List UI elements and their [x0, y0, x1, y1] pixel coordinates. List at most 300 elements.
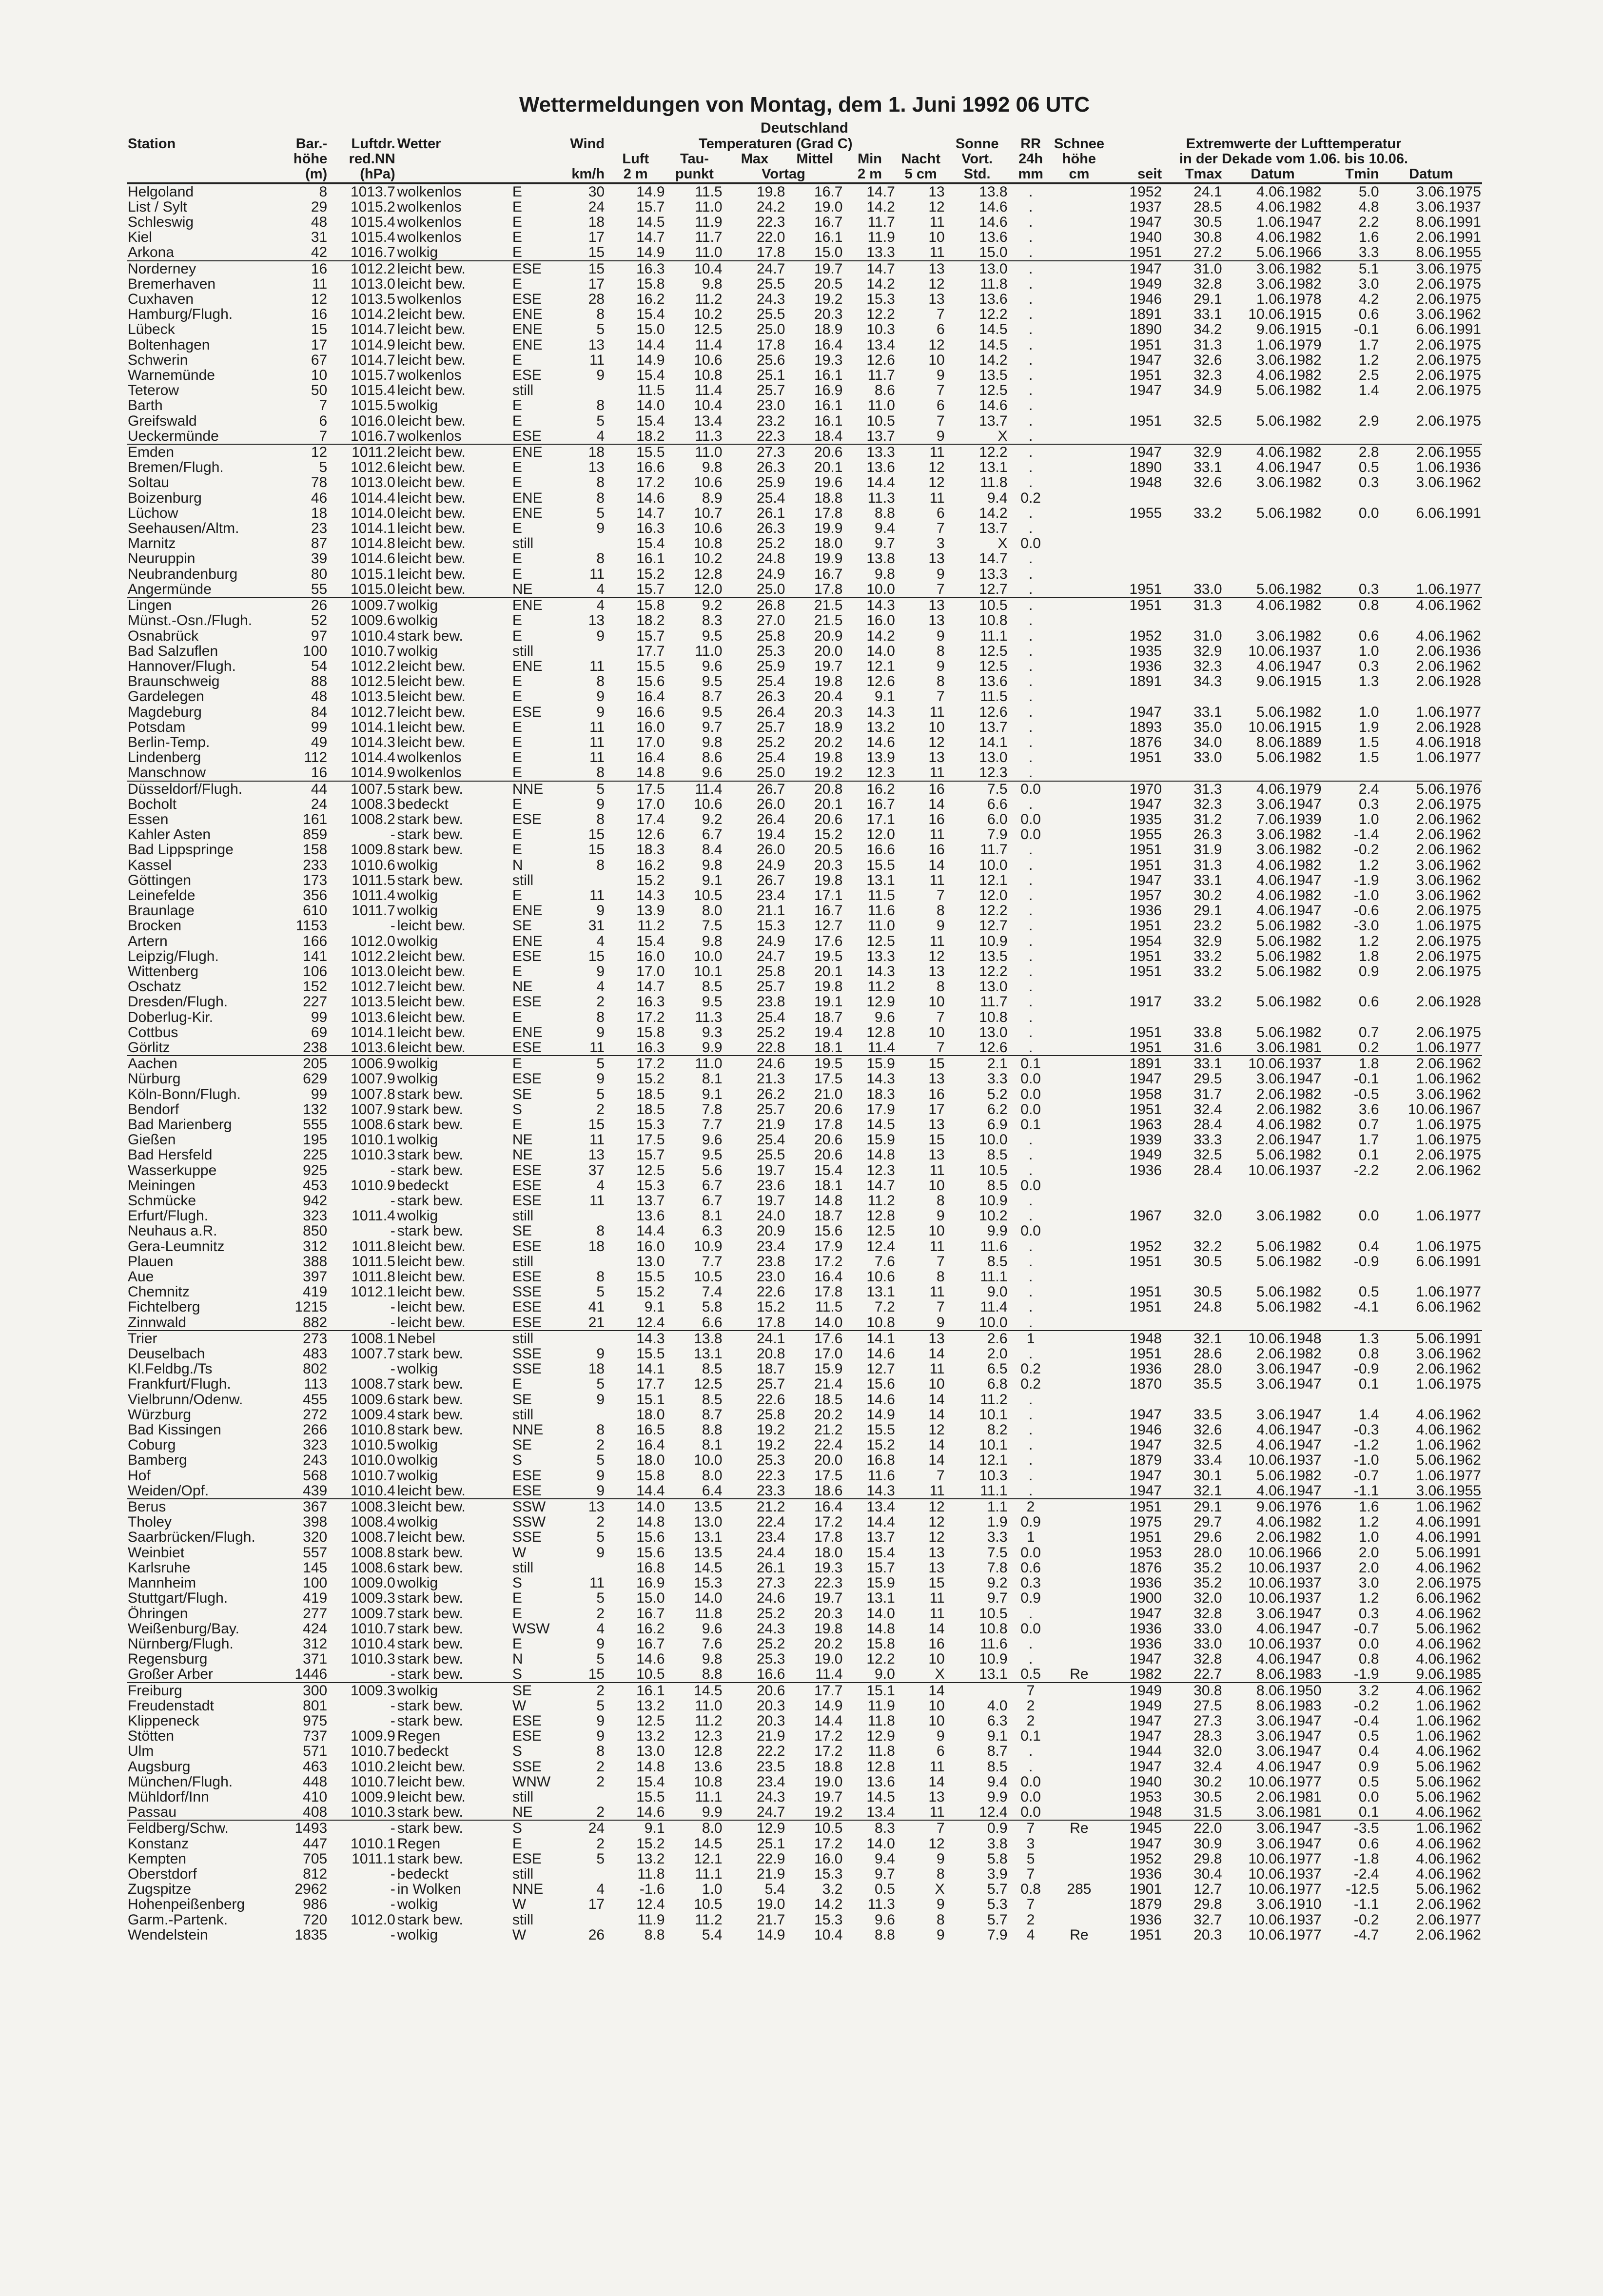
cell-temp-night: X — [935, 1882, 945, 1897]
station-row — [127, 1102, 1482, 1117]
cell-temp-air: 18.5 — [636, 1086, 665, 1102]
station-row — [127, 199, 1482, 215]
cell-snow — [1053, 750, 1105, 765]
cell-tmax-date: 10.06.1937 — [1223, 1056, 1323, 1071]
cell-tmin: 0.7 — [1358, 1024, 1379, 1040]
cell-tmin-date: 1.06.1977 — [1416, 1284, 1481, 1300]
cell-sunshine: 13.7 — [979, 413, 1008, 429]
cell-dewpoint: 10.6 — [694, 475, 723, 491]
cell-temp-air: 14.7 — [636, 505, 665, 521]
cell-wind-speed: 8 — [596, 551, 605, 567]
cell-precip: . — [1028, 765, 1033, 781]
cell-dewpoint: 9.5 — [702, 1147, 723, 1163]
cell-weather: leicht bew. — [397, 581, 466, 597]
station-row — [127, 1530, 1482, 1545]
cell-dewpoint: 6.7 — [702, 1177, 723, 1194]
cell-bar-height: 166 — [303, 933, 328, 949]
cell-temp-mean: 20.6 — [814, 1101, 843, 1117]
cell-weather: stark bew. — [397, 1590, 463, 1606]
cell-temp-air: 15.4 — [636, 368, 665, 383]
cell-precip: . — [1028, 750, 1033, 765]
cell-temp-min: 14.0 — [866, 1606, 895, 1621]
cell-wind-dir: E — [512, 887, 522, 903]
cell-sunshine: 12.2 — [979, 903, 1008, 919]
cell-pressure: 1013.0 — [351, 963, 395, 980]
cell-dewpoint: 6.4 — [702, 1483, 723, 1499]
cell-wind-speed — [561, 1331, 606, 1346]
cell-tmax-date — [1223, 567, 1323, 582]
cell-tmax-date — [1223, 765, 1323, 781]
cell-station: Garm.-Partenk. — [128, 1912, 228, 1927]
cell-tmin: 1.7 — [1358, 337, 1379, 353]
cell-pressure: - — [390, 827, 395, 843]
cell-tmax: 24.8 — [1193, 1299, 1222, 1315]
cell-pressure: 1014.9 — [351, 765, 395, 781]
cell-temp-min: 13.4 — [866, 1805, 895, 1821]
cell-dewpoint: 14.5 — [694, 1836, 723, 1851]
cell-temp-max: 25.8 — [756, 1407, 785, 1423]
cell-temp-night: 9 — [937, 1315, 945, 1331]
cell-wind-dir: E — [512, 398, 522, 413]
cell-wind-speed: 9 — [596, 704, 605, 720]
cell-dewpoint: 8.1 — [702, 1437, 723, 1453]
cell-precip: 2 — [1026, 1698, 1035, 1713]
cell-sunshine: 11.7 — [980, 842, 1008, 858]
station-row — [127, 1606, 1482, 1621]
cell-bar-height: 113 — [304, 1376, 328, 1392]
cell-temp-max: 25.5 — [756, 1147, 785, 1163]
cell-wind-speed — [561, 383, 606, 398]
cell-wind-dir: E — [512, 1636, 522, 1652]
cell-tmax: 32.5 — [1193, 413, 1222, 429]
cell-precip: . — [1028, 948, 1033, 964]
cell-wind-speed: 18 — [561, 444, 606, 460]
cell-temp-min: 11.2 — [867, 979, 895, 995]
cell-station: Göttingen — [128, 872, 192, 888]
cell-precip: . — [1009, 261, 1053, 276]
cell-bar-height: 424 — [303, 1621, 328, 1636]
cell-temp-night: 11 — [929, 1759, 945, 1774]
cell-tmax-date: 5.06.1982 — [1256, 1299, 1322, 1315]
cell-station: Boltenhagen — [128, 337, 210, 353]
cell-temp-min: 9.0 — [875, 1667, 895, 1683]
cell-wind-speed: 8 — [596, 1009, 605, 1025]
station-row — [127, 858, 1482, 873]
cell-tmin: -0.6 — [1353, 903, 1379, 919]
station-row — [127, 873, 1482, 888]
station-row — [127, 1299, 1482, 1315]
cell-temp-min: 16.0 — [866, 613, 895, 628]
cell-station: Bamberg — [128, 1452, 187, 1468]
station-row — [127, 1284, 1482, 1299]
cell-tmax-date: 5.06.1982 — [1256, 948, 1322, 964]
cell-station: Leinefelde — [128, 887, 195, 903]
cell-weather: leicht bew. — [397, 566, 466, 582]
cell-tmax — [1163, 521, 1223, 536]
cell-temp-mean: 19.3 — [814, 1560, 843, 1576]
cell-station: Kl.Feldbg./Ts — [128, 1361, 213, 1377]
cell-dewpoint: 9.5 — [702, 628, 723, 644]
cell-dewpoint: 11.4 — [695, 383, 723, 398]
cell-tmin-date: 3.06.1937 — [1416, 199, 1481, 215]
cell-pressure: - — [390, 1927, 395, 1943]
cell-temp-air: 14.9 — [636, 245, 665, 261]
cell-snow — [1053, 1698, 1105, 1713]
cell-temp-mean: 20.0 — [814, 1452, 843, 1468]
cell-wind-dir: WNW — [512, 1774, 551, 1789]
col-station: Station — [128, 137, 176, 152]
station-group — [127, 1056, 1482, 1331]
cell-precip: . — [1028, 230, 1033, 245]
cell-weather: leicht bew. — [397, 1789, 466, 1805]
cell-pressure: 1016.7 — [351, 245, 395, 261]
cell-tmax: 33.1 — [1193, 704, 1222, 720]
cell-since: 1940 — [1129, 230, 1162, 245]
col-luft-1: Luft — [622, 152, 649, 167]
cell-temp-air: 15.3 — [636, 1177, 665, 1194]
cell-tmax-date — [1223, 1193, 1323, 1208]
cell-tmin: 0.8 — [1358, 1651, 1379, 1667]
cell-tmin: 4.8 — [1358, 199, 1379, 215]
cell-temp-night: 9 — [937, 1927, 945, 1943]
cell-dewpoint: 8.8 — [702, 1422, 723, 1438]
cell-weather: in Wolken — [397, 1882, 461, 1897]
station-row — [127, 628, 1482, 644]
cell-tmin-date: 2.06.1975 — [1416, 903, 1481, 919]
station-row — [127, 1254, 1482, 1269]
station-group — [127, 444, 1482, 597]
cell-snow — [1053, 1452, 1105, 1468]
cell-bar-height: 132 — [303, 1101, 328, 1117]
station-row — [127, 506, 1482, 521]
cell-tmin: 0.3 — [1358, 658, 1379, 674]
cell-tmax: 33.4 — [1193, 1452, 1222, 1468]
cell-station: Mühldorf/Inn — [128, 1789, 209, 1805]
station-row — [127, 781, 1482, 797]
cell-pressure: 1014.1 — [351, 521, 395, 536]
cell-temp-mean: 16.7 — [814, 215, 843, 230]
cell-tmax — [1163, 491, 1223, 506]
cell-temp-max: 19.2 — [756, 1422, 785, 1438]
cell-tmax: 33.0 — [1193, 1621, 1222, 1636]
cell-wind-dir: ESE — [512, 704, 542, 720]
cell-temp-mean: 20.4 — [814, 689, 843, 705]
cell-temp-mean: 20.6 — [786, 444, 843, 460]
cell-dewpoint: 7.5 — [702, 918, 723, 934]
cell-station: Warnemünde — [128, 368, 215, 383]
cell-temp-min: 15.7 — [866, 1560, 895, 1576]
cell-temp-air: 12.5 — [636, 1162, 665, 1178]
cell-since: 1947 — [1129, 796, 1162, 812]
cell-temp-air: 15.8 — [636, 1024, 665, 1040]
cell-temp-mean: 22.3 — [814, 1575, 843, 1591]
cell-wind-dir: WSW — [512, 1621, 550, 1636]
cell-temp-mean: 19.3 — [814, 352, 843, 368]
cell-weather: leicht bew. — [396, 1499, 511, 1514]
cell-temp-air: 18.2 — [636, 428, 665, 444]
cell-snow — [1053, 1636, 1105, 1651]
cell-temp-air: 15.7 — [636, 199, 665, 215]
cell-pressure: 1014.4 — [351, 490, 395, 506]
cell-bar-height: 100 — [303, 643, 328, 659]
cell-temp-mean: 14.2 — [814, 1897, 843, 1912]
cell-tmin — [1323, 689, 1380, 704]
cell-since: 1951 — [1105, 1499, 1163, 1514]
cell-temp-min: 14.8 — [866, 1147, 895, 1163]
cell-tmin-date: 4.06.1962 — [1416, 1851, 1481, 1866]
cell-temp-night: 14 — [928, 1392, 945, 1407]
cell-weather: stark bew. — [397, 1667, 463, 1683]
cell-weather: leicht bew. — [396, 261, 511, 276]
cell-temp-air: 15.7 — [636, 628, 665, 644]
cell-weather: wolkig — [397, 1927, 438, 1943]
cell-temp-night: 9 — [937, 368, 945, 383]
cell-tmin: 2.0 — [1358, 1560, 1379, 1576]
cell-temp-mean: 12.7 — [814, 918, 843, 934]
cell-sunshine: 10.0 — [979, 857, 1008, 873]
cell-tmin: 1.2 — [1358, 857, 1379, 873]
cell-snow — [1053, 292, 1105, 307]
cell-temp-mean: 20.3 — [814, 704, 843, 720]
cell-tmax-date: 10.06.1937 — [1248, 1162, 1322, 1178]
cell-temp-night: 14 — [928, 1621, 945, 1636]
cell-temp-mean: 19.8 — [814, 979, 843, 995]
cell-pressure: 1015.1 — [351, 566, 395, 582]
cell-snow — [1053, 1774, 1105, 1789]
cell-tmin-date — [1380, 429, 1482, 444]
cell-precip: . — [1028, 1299, 1033, 1315]
cell-sunshine: 11.1 — [980, 1483, 1008, 1499]
cell-precip: . — [1028, 1468, 1033, 1483]
cell-tmin-date: 1.06.1977 — [1416, 1040, 1481, 1056]
cell-pressure: 1014.7 — [351, 352, 395, 368]
cell-temp-max: 24.0 — [756, 1208, 785, 1224]
cell-wind-speed: 5 — [596, 1530, 605, 1545]
cell-sunshine: 8.5 — [987, 1254, 1008, 1270]
cell-station: Hamburg/Flugh. — [128, 307, 233, 322]
cell-weather: wolkig — [396, 1683, 511, 1698]
cell-temp-air: 15.7 — [636, 581, 665, 597]
cell-tmin: 1.2 — [1358, 352, 1379, 368]
cell-wind-dir: NNE — [512, 1882, 544, 1897]
cell-wind-dir: E — [512, 1117, 522, 1133]
cell-wind-dir: NE — [512, 581, 533, 597]
cell-since: 1951 — [1129, 842, 1162, 858]
cell-precip: . — [1028, 1392, 1033, 1407]
cell-snow — [1053, 337, 1105, 353]
cell-dewpoint: 11.0 — [695, 1698, 723, 1713]
cell-temp-air: 12.4 — [636, 1897, 665, 1912]
cell-dewpoint: 14.5 — [694, 1560, 723, 1576]
cell-tmin — [1323, 398, 1380, 413]
cell-snow — [1053, 383, 1105, 398]
country-label: Deutschland — [760, 120, 849, 136]
cell-weather: bedeckt — [397, 1177, 449, 1194]
cell-temp-max: 25.5 — [756, 276, 785, 292]
cell-temp-min: 15.1 — [843, 1683, 896, 1698]
cell-snow — [1053, 979, 1105, 994]
cell-sunshine: 15.0 — [979, 245, 1008, 261]
cell-wind-speed: 2 — [561, 1683, 606, 1698]
cell-bar-height: 388 — [303, 1254, 328, 1270]
cell-dewpoint: 10.4 — [694, 398, 723, 413]
cell-temp-mean: 18.8 — [814, 490, 843, 506]
cell-temp-night: 14 — [928, 796, 945, 812]
cell-dewpoint: 10.0 — [694, 948, 723, 964]
cell-sunshine: 7.5 — [946, 781, 1009, 797]
cell-temp-night: 9 — [937, 918, 945, 934]
cell-tmin-date: 4.06.1962 — [1416, 1422, 1481, 1438]
cell-sunshine: 14.7 — [979, 551, 1008, 567]
cell-tmin: 2.9 — [1358, 413, 1379, 429]
cell-precip: . — [1028, 963, 1033, 980]
cell-pressure: 1013.6 — [351, 1009, 395, 1025]
cell-temp-max: 17.8 — [756, 337, 785, 353]
station-group — [127, 1499, 1482, 1682]
cell-wind-speed: 5 — [561, 781, 606, 797]
cell-wind-dir: E — [512, 566, 522, 582]
station-row — [127, 597, 1482, 613]
cell-wind-dir: E — [512, 827, 522, 843]
cell-sunshine: 13.5 — [979, 948, 1008, 964]
cell-sunshine: 9.9 — [987, 1789, 1008, 1805]
cell-tmin — [1323, 1269, 1380, 1284]
cell-temp-min: 14.6 — [866, 1392, 895, 1407]
cell-dewpoint: 5.8 — [702, 1299, 723, 1315]
cell-tmax: 22.0 — [1163, 1820, 1223, 1836]
cell-tmax: 30.5 — [1193, 1284, 1222, 1300]
cell-wind-speed: 17 — [588, 1897, 605, 1912]
cell-wind-dir: ESE — [512, 811, 542, 827]
cell-precip: . — [1028, 1422, 1033, 1438]
cell-since: 1890 — [1129, 460, 1162, 475]
cell-since — [1105, 536, 1163, 551]
cell-temp-max: 21.9 — [756, 1728, 785, 1744]
cell-since: 1900 — [1129, 1590, 1162, 1606]
cell-precip: 0.8 — [1020, 1882, 1041, 1897]
cell-since: 1951 — [1129, 1101, 1162, 1117]
cell-tmax-date: 4.06.1947 — [1256, 1437, 1322, 1453]
cell-tmax: 33.1 — [1193, 307, 1222, 322]
cell-tmin-date — [1380, 1315, 1482, 1331]
cell-wind-speed: 5 — [596, 1376, 605, 1392]
cell-dewpoint: 11.0 — [695, 643, 723, 659]
cell-tmax-date: 3.06.1947 — [1256, 1836, 1322, 1851]
cell-wind-dir: S — [512, 1452, 522, 1468]
cell-dewpoint: 13.1 — [694, 1530, 723, 1545]
cell-dewpoint: 10.6 — [694, 352, 723, 368]
cell-bar-height: 419 — [303, 1284, 328, 1300]
cell-precip: 0.2 — [1020, 1361, 1041, 1377]
cell-wind-dir: E — [511, 184, 561, 199]
cell-temp-min: 10.5 — [866, 413, 895, 429]
cell-wind-speed: 15 — [588, 1667, 605, 1683]
cell-since: 1946 — [1129, 292, 1162, 307]
cell-station: Mannheim — [128, 1575, 196, 1591]
cell-temp-max: 23.0 — [756, 398, 785, 413]
cell-tmax-date: 10.06.1977 — [1248, 1851, 1322, 1866]
cell-temp-mean: 19.9 — [814, 551, 843, 567]
cell-tmax-date: 3.06.1982 — [1256, 276, 1322, 292]
cell-tmax: 29.8 — [1193, 1851, 1222, 1866]
cell-temp-max: 23.4 — [756, 1774, 785, 1789]
cell-since: 1876 — [1129, 1560, 1162, 1576]
cell-pressure: 1013.5 — [351, 689, 395, 705]
cell-since: 1936 — [1129, 1866, 1162, 1882]
cell-tmax: 24.1 — [1163, 184, 1223, 199]
cell-tmin-date: 5.06.1962 — [1416, 1621, 1481, 1636]
cell-temp-air: 16.3 — [636, 1040, 665, 1056]
station-row — [127, 964, 1482, 979]
cell-wind-dir: SSW — [511, 1499, 561, 1514]
cell-wind-speed: 8 — [596, 811, 605, 827]
cell-bar-height: 99 — [311, 719, 328, 735]
cell-tmax-date: 3.06.1947 — [1256, 796, 1322, 812]
station-row — [127, 1651, 1482, 1667]
cell-tmin: -0.7 — [1353, 1468, 1379, 1483]
cell-tmin: 1.4 — [1358, 383, 1379, 398]
cell-temp-night: 11 — [929, 704, 945, 720]
cell-weather: leicht bew. — [397, 1299, 466, 1315]
cell-temp-air: 16.4 — [636, 689, 665, 705]
cell-temp-night: 10 — [928, 1376, 945, 1392]
cell-temp-mean: 14.4 — [814, 1713, 843, 1729]
cell-temp-night: 12 — [928, 1422, 945, 1438]
cell-tmax: 31.3 — [1193, 857, 1222, 873]
cell-wind-speed: 9 — [596, 903, 605, 919]
cell-temp-mean: 17.2 — [814, 1728, 843, 1744]
cell-precip: . — [1028, 337, 1033, 353]
station-row — [127, 934, 1482, 949]
cell-temp-mean: 18.9 — [814, 322, 843, 337]
cell-temp-mean: 14.8 — [814, 1193, 843, 1209]
cell-wind-dir: E — [512, 352, 522, 368]
cell-wind-dir: E — [512, 1590, 522, 1606]
cell-precip: . — [1028, 887, 1033, 903]
cell-temp-night: 6 — [937, 322, 945, 337]
cell-tmax-date: 4.06.1982 — [1256, 368, 1322, 383]
station-row — [127, 1560, 1482, 1575]
cell-tmax: 30.2 — [1193, 1774, 1222, 1789]
cell-pressure: 1015.4 — [351, 383, 395, 398]
cell-temp-min: 16.7 — [866, 796, 895, 812]
cell-dewpoint: 10.5 — [694, 1897, 723, 1912]
cell-tmin: -0.2 — [1353, 1912, 1379, 1927]
cell-wind-dir: ESE — [512, 1269, 542, 1285]
cell-wind-dir: ESE — [512, 1728, 542, 1744]
cell-sunshine: 1.1 — [946, 1499, 1009, 1514]
cell-wind-speed: 5 — [596, 1698, 605, 1713]
cell-sunshine: 11.1 — [980, 1269, 1008, 1285]
cell-bar-height: 320 — [303, 1530, 328, 1545]
cell-tmax: 32.4 — [1193, 1101, 1222, 1117]
cell-temp-air: 9.1 — [644, 1299, 665, 1315]
cell-bar-height: 84 — [311, 704, 328, 720]
cell-temp-min: 14.5 — [866, 1789, 895, 1805]
cell-precip: . — [1028, 475, 1033, 491]
cell-temp-mean: 17.9 — [814, 1238, 843, 1254]
cell-tmax — [1163, 1010, 1223, 1025]
cell-tmax: 32.9 — [1163, 444, 1223, 460]
cell-temp-air: 15.0 — [636, 1590, 665, 1606]
col-tau-2: punkt — [665, 167, 723, 182]
cell-pressure: 1015.2 — [351, 199, 395, 215]
cell-wind-speed: 9 — [596, 796, 605, 812]
cell-tmin-date — [1380, 1392, 1482, 1407]
cell-temp-night: 12 — [928, 199, 945, 215]
cell-precip: 7 — [1009, 1820, 1053, 1836]
cell-tmin — [1323, 1193, 1380, 1208]
